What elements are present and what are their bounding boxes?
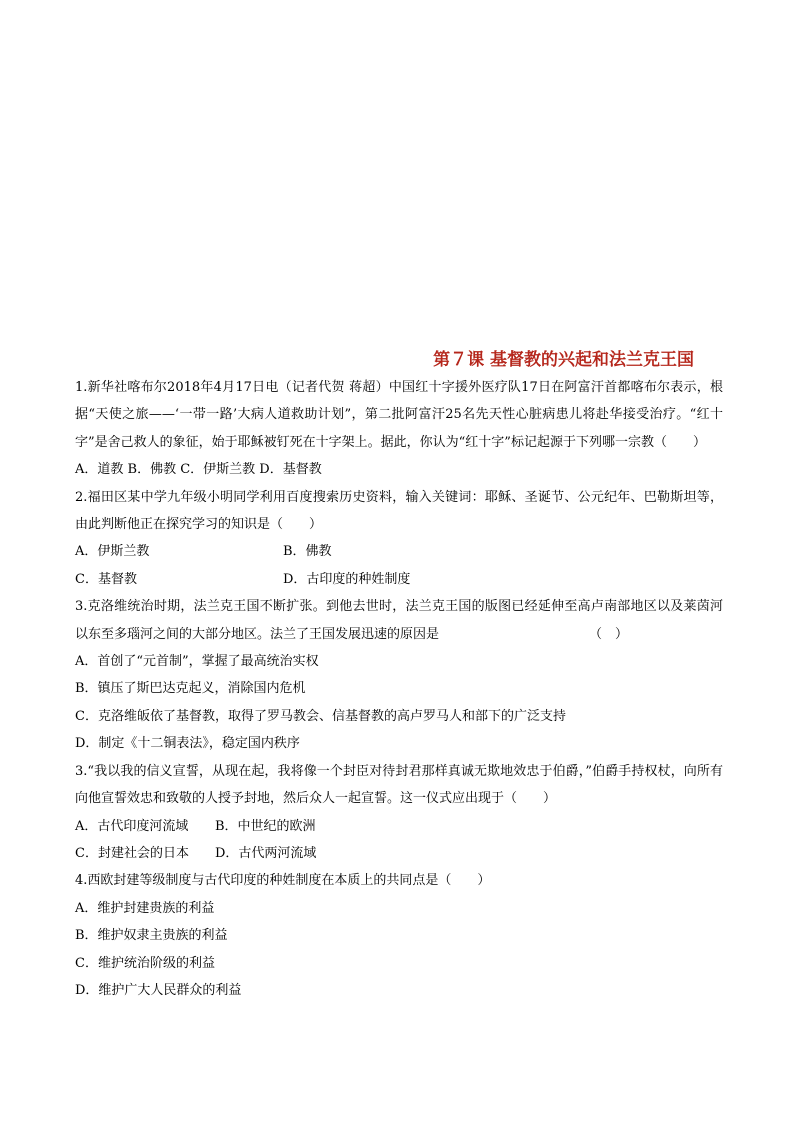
question-3b-option-c: C．封建社会的日本 (75, 845, 189, 861)
question-3a-stem-text: 3.克洛维统治时期，法兰克王国不断扩张。到他去世时，法兰克王国的版图已经延伸至高卢南部地区以及莱茵河以东至多瑙河之间的大部分地区。法兰了王国发展迅速的原因是 (75, 599, 723, 642)
lesson-title: 第７课 基督教的兴起和法兰克王国 (433, 350, 694, 370)
question-4-option-c: C．维护统治阶级的利益 (75, 955, 215, 971)
question-3a-answer-paren: （ ） (589, 626, 629, 642)
question-2-options-row-2 (75, 566, 723, 593)
question-2-stem: 2.福田区某中学九年级小明同学利用百度搜索历史资料，输入关键词：耶稣、圣诞节、公元纪年、巴勒斯坦等，由此判断他正在探究学习的知识是（ ） (75, 489, 723, 533)
question-3a-option-c: C．克洛维皈依了基督教，取得了罗马教会、信基督教的高卢罗马人和部下的广泛支持 (75, 708, 566, 724)
question-4-stem: 4.西欧封建等级制度与古代印度的种姓制度在本质上的共同点是（ ） (75, 873, 491, 889)
question-4-option-b: B．维护奴隶主贵族的利益 (75, 928, 228, 944)
question-3b-options-row-2 (75, 840, 723, 867)
question-3b-stem: 3.“我以我的信义宣誓，从现在起，我将像一个封臣对待封君那样真诚无欺地效忠于伯爵，”伯爵手持权杖，向所有向他宣誓效忠和致敬的人授予封地，然后众人一起宣誓。这一仪式应出现于（ ） (75, 763, 723, 807)
question-2-option-d: D．古印度的种姓制度 (283, 571, 411, 587)
question-1-options: A．道教 B．佛教 C．伊斯兰教 D．基督教 (75, 462, 322, 478)
question-2-option-a: A．伊斯兰教 (75, 544, 150, 560)
question-list (75, 374, 723, 1004)
question-2-option-c: C．基督教 (75, 571, 137, 587)
question-3a-option-b: B．镇压了斯巴达克起义，消除国内危机 (75, 681, 306, 697)
question-1-stem: 1.新华社喀布尔2018年4月17日电（记者代贺 蒋超）中国红十字援外医疗队17日在阿富汗首都喀布尔表示，根据“天使之旅——‘一带一路’大病人道救助计划”，第二批阿富汗25名先天性心脏病患儿将赴华接受治疗。“红十字”是舍己救人的象征，始于耶稣被钉死在十字架上。据此，你认为“红十字”标记起源于下列哪一宗教（ ） (75, 380, 723, 450)
question-3b-options-row-1 (75, 813, 723, 840)
question-4-option-d: D．维护广大人民群众的利益 (75, 982, 242, 998)
question-3b-option-a: A．古代印度河流域 (75, 818, 189, 834)
question-3b-option-d: D．古代两河流域 (215, 845, 317, 861)
question-3a-stem (75, 593, 723, 648)
question-4-option-a: A．维护封建贵族的利益 (75, 900, 215, 916)
question-2-options-row-1 (75, 538, 723, 565)
question-3a-option-d: D．制定《十二铜表法》，稳定国内秩序 (75, 736, 300, 752)
question-2-option-b: B．佛教 (283, 544, 332, 560)
question-3a-option-a: A．首创了“元首制”，掌握了最高统治实权 (75, 654, 319, 670)
question-3b-option-b: B．中世纪的欧洲 (215, 818, 316, 834)
